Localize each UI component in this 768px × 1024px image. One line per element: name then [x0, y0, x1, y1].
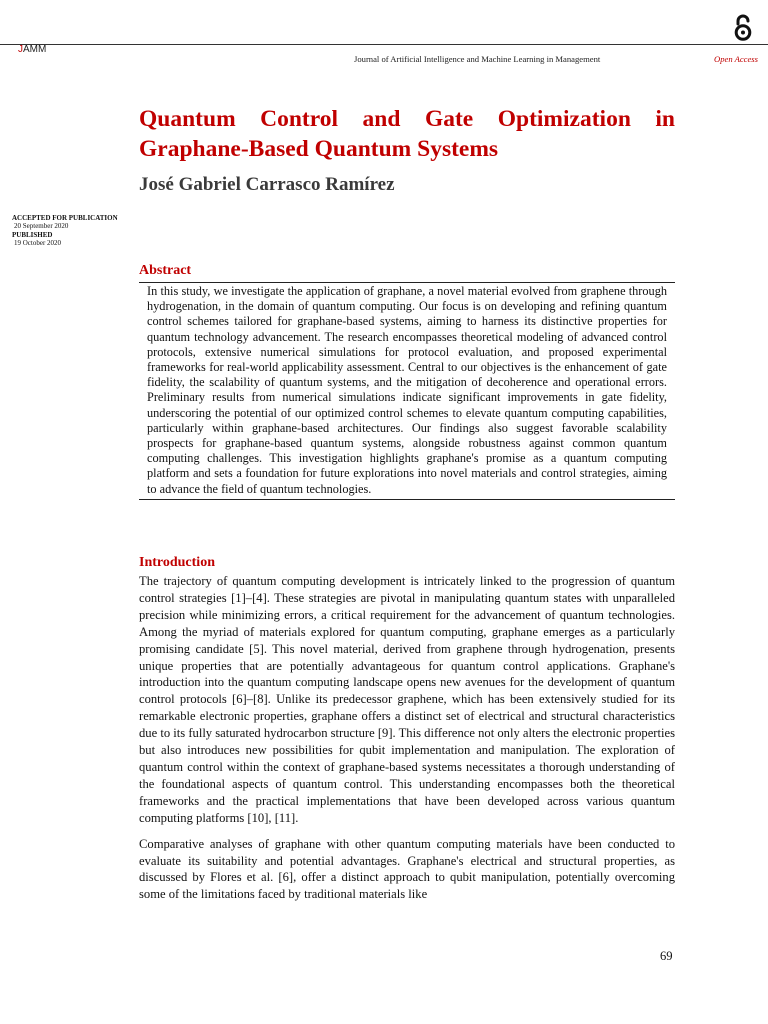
abstract-heading: Abstract [139, 263, 192, 278]
published-date: 19 October 2020 [14, 238, 62, 247]
brand-first-letter: J [18, 44, 23, 55]
introduction-body [139, 573, 675, 912]
abstract-box [139, 282, 675, 500]
published-label: PUBLISHED [12, 230, 53, 239]
accepted-date: 20 September 2020 [14, 222, 69, 231]
abstract-text: In this study, we investigate the application of graphane, a novel material evolved from graphene through hydrogenation, in the domain of quantum computing. Our focus is on developing and refining quantum control schemes tailored for graphane-based systems, aiming to harness its distinctive properties for quantum technology advancement. The research encompasses theoretical modeling of advanced control protocols, extensive numerical simulations for protocol evaluation, and proposed experimental frameworks for real-world applicability assessment. Central to our objectives is the enhancement of gate fidelity, the scalability of quantum systems, and the mitigation of decoherence and operational errors. Preliminary results from numerical simulations indicate significant improvements in gate fidelity, underscoring the potential of our optimized control schemes to elevate quantum computing capabilities, particularly within graphane-based architectures. Our findings also suggest favorable scalability prospects for graphane-based quantum systems, alongside robustness against common quantum computing challenges. This investigation highlights graphane's promise as a quantum computing platform and sets a foundation for future explorations into novel materials and control strategies, aiming to advance the field of quantum technologies. [147, 284, 667, 496]
journal-abbreviation [18, 44, 46, 55]
page-number: 69 [660, 949, 673, 963]
header-rule [0, 44, 768, 45]
author-name: José Gabriel Carrasco Ramírez [139, 174, 395, 195]
open-access-icon [732, 14, 754, 42]
paper-title: Quantum Control and Gate Optimization in Graphane-Based Quantum Systems [139, 106, 675, 162]
journal-name: Journal of Artificial Intelligence and Machine Learning in Management [354, 54, 601, 64]
intro-paragraph: Comparative analyses of graphane with other quantum computing materials have been conducted to evaluate its suitability and potential advantages. Graphane's electrical and structural properties, as discussed by Flores et al. [6], offer a distinct approach to qubit manipulation, potentially overcoming some of the limitations faced by traditional materials like [139, 836, 675, 902]
accepted-label: ACCEPTED FOR PUBLICATION [12, 214, 118, 222]
open-access-label: Open Access [714, 54, 758, 64]
brand-rest: AMM [23, 44, 47, 55]
intro-paragraph: The trajectory of quantum computing development is intricately linked to the progression of quantum control strategies [1]–[4]. These strategies are pivotal in manipulating quantum states with unparalleled precision while minimizing errors, a critical requirement for the advancement of quantum technologies. Among the myriad of materials explored for quantum computing, graphane emerges as a particularly promising candidate [5]. This novel material, derived from graphene through hydrogenation, presents unique properties that are potentially advantageous for quantum control applications. Graphane's introduction into the quantum computing landscape opens new avenues for the development of quantum control protocols [6]–[8]. Unlike its predecessor graphene, which has been extensively studied for its remarkable electronic properties, graphane offers a distinct set of electrical and structural characteristics due to its fully saturated hydrocarbon structure [9]. This difference not only alters the electronic properties but also introduces new possibilities for qubit implementation and manipulation. The exploration of quantum control within the context of graphane-based systems necessitates a thorough understanding of the foundational aspects of quantum control. This understanding encompasses both the theoretical frameworks and the practical implementations that have been developed across various quantum computing platforms [10], [11]. [139, 574, 675, 825]
introduction-heading: Introduction [139, 555, 215, 570]
publication-info [12, 214, 118, 247]
